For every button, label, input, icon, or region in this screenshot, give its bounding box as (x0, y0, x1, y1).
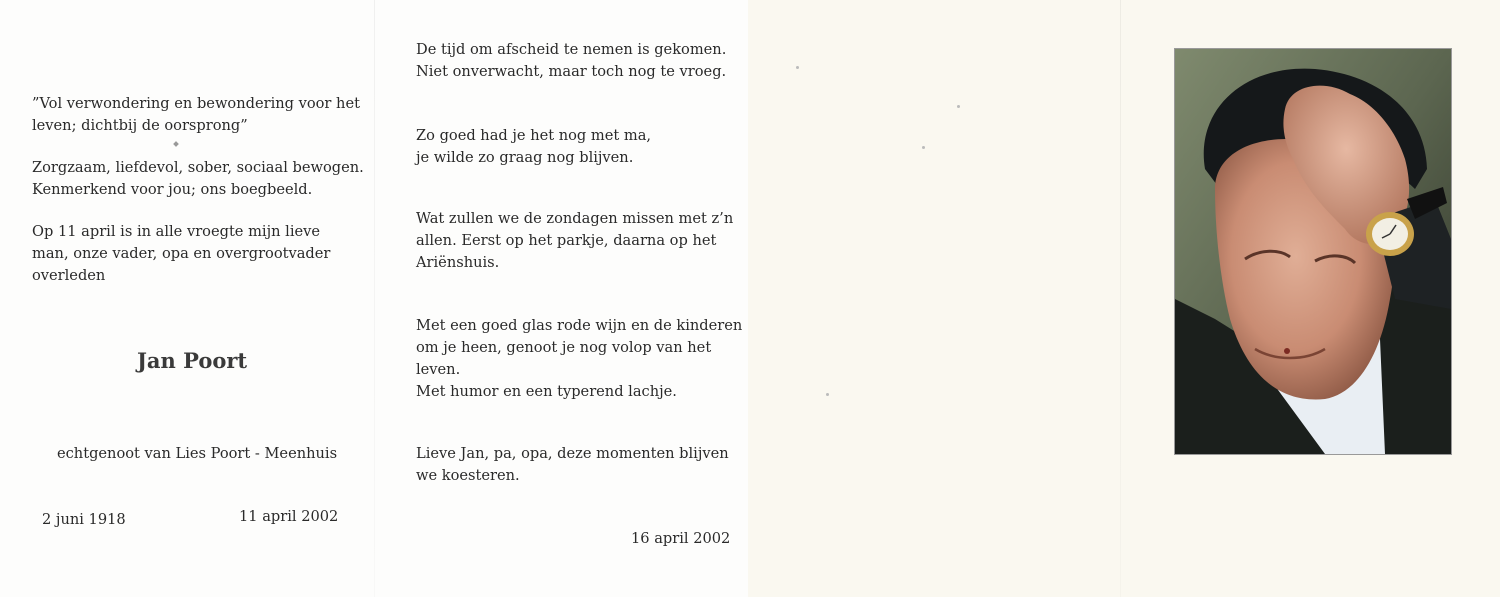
card-outer-spread (748, 0, 1500, 597)
poem-stanza-4: Met een goed glas rode wijn en de kinderen om je heen, genoot je nog volop van het leven. Met humor en een typerend lachje. (416, 317, 743, 400)
poem-stanza-1: De tijd om afscheid te nemen is gekomen. Niet onverwacht, maar toch nog te vroeg. (416, 41, 727, 80)
death-date: 11 april 2002 (239, 508, 339, 525)
paper-speck (796, 66, 799, 69)
poem-stanza-3: Wat zullen we de zondagen missen met z’n allen. Eerst op het parkje, daarna op het Ariënshuis. (416, 210, 734, 271)
spouse-text: echtgenoot van Lies Poort - Meenhuis (57, 445, 338, 462)
poem-stanza-5: Lieve Jan, pa, opa, deze momenten blijven we koesteren. (416, 445, 729, 484)
poem-stanza-2: Zo goed had je het nog met ma, je wilde zo graag nog blijven. (416, 127, 652, 166)
funeral-date: 16 april 2002 (631, 530, 731, 547)
traits-text: Zorgzaam, liefdevol, sober, sociaal bewogen. Kenmerkend voor jou; ons boegbeeld. (32, 159, 364, 198)
birth-date: 2 juni 1918 (42, 511, 126, 528)
quote-text: ”Vol verwondering en bewondering voor het leven; dichtbij de oorsprong” (32, 95, 360, 134)
fold-line (374, 0, 375, 597)
announcement-text: Op 11 april is in alle vroegte mijn lieve man, onze vader, opa en overgrootvader overleden (32, 223, 331, 284)
ornament-dot (173, 141, 179, 147)
paper-speck (826, 393, 829, 396)
fold-line (1120, 0, 1121, 597)
paper-speck (922, 146, 925, 149)
portrait-photo-icon (1175, 49, 1451, 454)
card-inner-spread (0, 0, 748, 597)
paper-speck (957, 105, 960, 108)
deceased-name: Jan Poort (137, 348, 248, 373)
portrait-photo (1174, 48, 1452, 455)
